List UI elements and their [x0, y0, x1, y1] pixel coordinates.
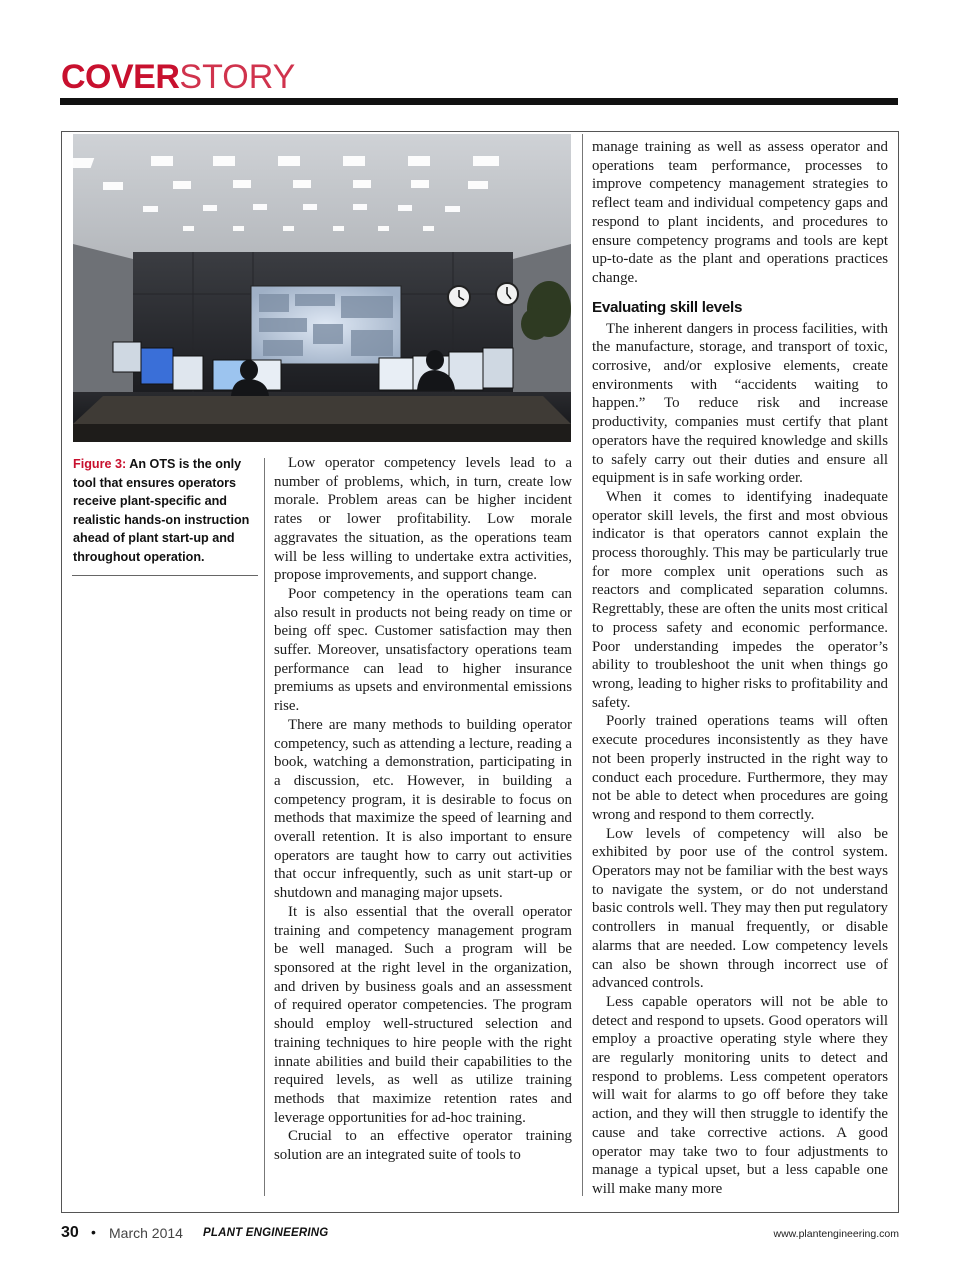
body-paragraph: Crucial to an effective operator training solution are an integrated suite of tools to [274, 1128, 572, 1164]
magazine-name: PLANT ENGINEERING [203, 1227, 329, 1239]
figure-caption [73, 455, 259, 566]
body-paragraph-continued: manage training as well as assess operator and operations team performance, processes to improve competency management strategies to reflect team and individual competency gaps and respond to plant incidents, and procedures to ensure competency programs and tools are kept up-to-date as the plant and operations practices change. [592, 139, 888, 286]
header-rule [60, 98, 898, 105]
body-paragraph: It is also essential that the overall operator training and competency management program be well managed. Such a program will be sponsored at the right level in the organization, and driven by business goals and an assessment of required operator competencies. The program should employ well-structured selection and training techniques to hire people with the right innate abilities and build their capabilities to the required levels, as well as utilize training methods that maximize retention rates and leverage opportunities for ad-hoc training. [274, 903, 572, 1126]
control-room-photo [73, 134, 571, 442]
website-url: www.plantengineering.com [773, 1228, 899, 1240]
column-divider-right [582, 134, 583, 1196]
section-header [61, 60, 295, 100]
body-paragraph: There are many methods to building operator competency, such as attending a lecture, reading a book, watching a demonstration, participating in a discussion, etc. However, in building a competency program, it is desirable to focus on methods that maximize the speed of learning and overall retention. It is also important to ensure operators are taught how to carry out activities that occur infrequently, such as unit start-up or shutdown and managing major upsets. [274, 716, 572, 902]
footer-separator: • [91, 1224, 96, 1240]
body-paragraph: Low operator competency levels lead to a number of problems, which, in turn, create low morale. Problem areas can be higher incident rates or lower profitability. Low morale aggravates the situation, as the operations team will be less willing to undertake extra activities, propose improvements, and support change. [274, 455, 572, 584]
middle-column [274, 454, 572, 1165]
section-title-light: STORY [179, 58, 296, 96]
body-paragraph: Low levels of competency will also be exhibited by poor use of the control system. Operators may not be familiar with the best ways to navigate the system, or do not understand basic controls well. They may then put regulatory controllers in manual frequently, or disable alarms that are needed. Low competency levels can also be shown through incorrect use of advanced controls. [592, 825, 888, 992]
body-paragraph: Poor competency in the operations team can also result in products not being ready on time or being off spec. Customer satisfaction may then suffer. Moreover, unsatisfactory operations team performance can lead to higher insurance premiums as upsets and environmental emissions rise. [274, 585, 572, 715]
body-paragraph: The inherent dangers in process facilities, with the manufacture, storage, and transport of toxic, corrosive, and/or explosive elements, create environments with “accidents waiting to happen.” To reduce risk and increase productivity, companies must certify that plant operators have the required knowledge and skills to safely carry out their duties and ensure all equipment is in safe working order. [592, 320, 888, 487]
figure-caption-label: Figure 3: [73, 457, 127, 471]
issue-date: March 2014 [109, 1225, 183, 1241]
section-title-bold: COVER [61, 58, 180, 96]
body-paragraph: Poorly trained operations teams will often execute procedures inconsistently as they have not been properly instructed in the right way to conduct each procedure. Furthermore, they may not be able to detect when procedures are going wrong and respond to them correctly. [592, 713, 888, 823]
page-footer [61, 1224, 899, 1244]
caption-rule [72, 575, 258, 576]
column-divider-left [264, 458, 265, 1196]
figure-caption-text: An OTS is the only tool that ensures operators receive plant-specific and realistic hands-on instruction ahead of plant start-up and throughout operation. [73, 457, 250, 564]
page-number: 30 [61, 1224, 79, 1241]
subhead: Evaluating skill levels [592, 298, 743, 316]
body-paragraph: When it comes to identifying inadequate operator skill levels, the first and most obvious indicator is that operators cannot explain the process thoroughly. This may be particularly true for more complex unit operations such as reactors and complicated separation columns. Regrettably, these are often the units most critical to process safety and economic performance. Poor understanding impedes the operator’s ability to troubleshoot the unit when things go wrong, leading to higher risks to profitability and safety. [592, 488, 888, 711]
right-column [592, 138, 888, 1199]
body-paragraph: Less capable operators will not be able to detect and respond to upsets. Good operators will employ a proactive operating style where they are regularly monitoring units to detect and respond to problems. Less competent operators will wait for alarms to go off before they take action, and they will then struggle to identify the cause and take corrective actions. A good operator may take two to four adjustments to manage a typical upset, but a less capable one will make many more [592, 993, 888, 1197]
